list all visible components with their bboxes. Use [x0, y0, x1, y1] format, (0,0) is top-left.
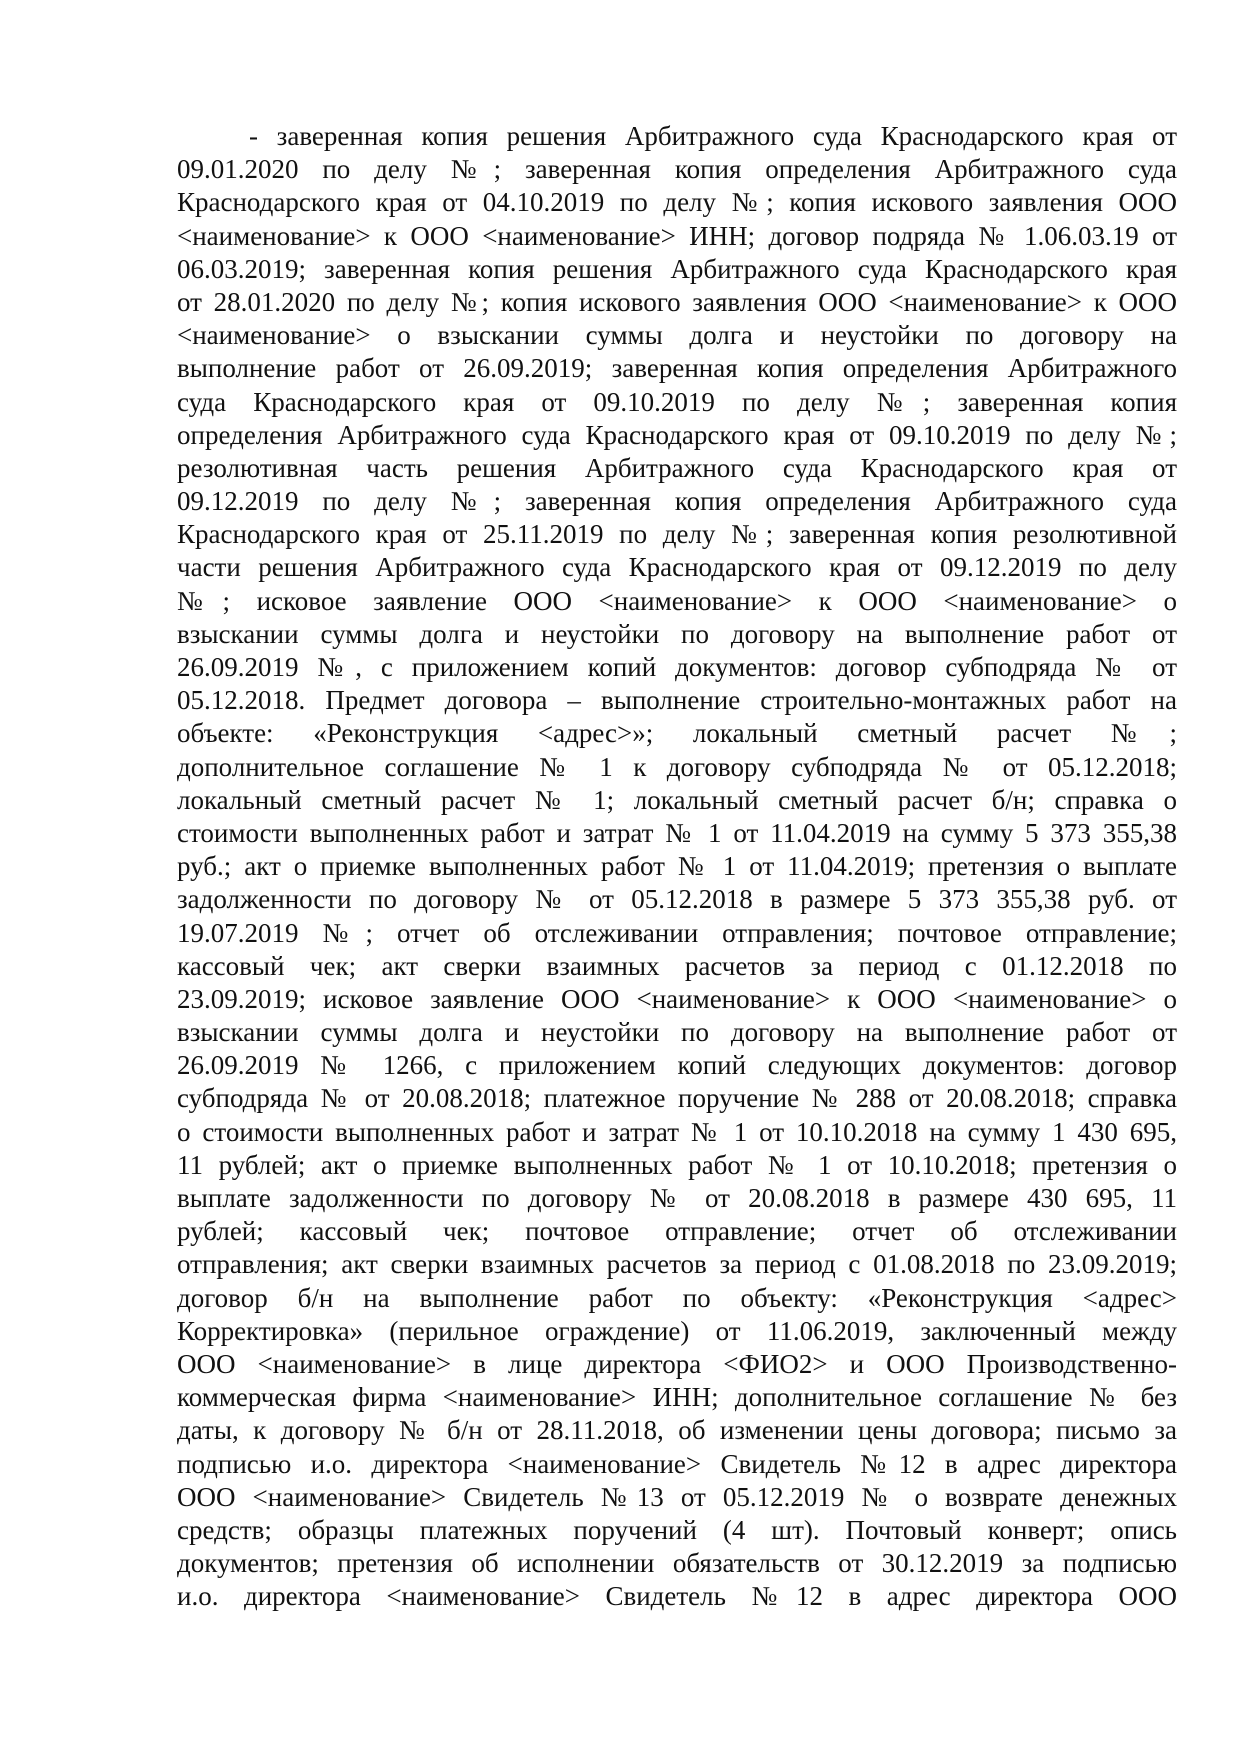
text-line-30: субподряда № от 20.08.2018; платежное поручение № 288 от 20.08.2018; справка: [177, 1083, 1177, 1114]
text-line-6: от 28.01.2020 по делу №; копия искового заявления ООО <наименование> к ООО: [177, 286, 1177, 317]
text-line-34: рублей; кассовый чек; почтовое отправление; отчет об отслеживании: [177, 1216, 1177, 1247]
text-line-44: документов; претензия об исполнении обязательств от 30.12.2019 за подписью: [177, 1548, 1177, 1579]
text-line-12: 09.12.2019 по делу №; заверенная копия определения Арбитражного суда: [177, 486, 1177, 517]
text-line-1: - заверенная копия решения Арбитражного суда Краснодарского края от: [249, 121, 1177, 151]
text-line-16: взыскании суммы долга и неустойки по договору на выполнение работ от: [177, 618, 1177, 649]
text-line-32: 11 рублей; акт о приемке выполненных работ № 1 от 10.10.2018; претензия о: [177, 1149, 1177, 1180]
text-line-45: и.о. директора <наименование> Свидетель №12 в адрес директора ООО: [177, 1581, 1177, 1612]
text-line-42: ООО <наименование> Свидетель №13 от 05.12.2019 № о возврате денежных: [177, 1481, 1177, 1512]
text-line-39: коммерческая фирма <наименование> ИНН; дополнительное соглашение № без: [177, 1382, 1177, 1413]
text-line-35: отправления; акт сверки взаимных расчетов за период с 01.08.2018 по 23.09.2019;: [177, 1249, 1177, 1280]
text-line-38: ООО <наименование> в лице директора <ФИО2> и ООО Производственно-: [177, 1348, 1177, 1379]
text-line-5: 06.03.2019; заверенная копия решения Арбитражного суда Краснодарского края: [177, 253, 1177, 284]
text-line-25: 19.07.2019 №; отчет об отслеживании отправления; почтовое отправление;: [177, 917, 1177, 948]
text-line-17: 26.09.2019 №, с приложением копий документов: договор субподряда № от: [177, 652, 1177, 682]
text-line-33: выплате задолженности по договору № от 20.08.2018 в размере 430 695, 11: [177, 1183, 1177, 1213]
text-line-41: подписью и.о. директора <наименование> Свидетель №12 в адрес директора: [177, 1448, 1177, 1479]
text-line-23: руб.; акт о приемке выполненных работ № 1 от 11.04.2019; претензия о выплате: [177, 851, 1177, 882]
body-text: [177, 120, 1177, 1613]
text-line-31: о стоимости выполненных работ и затрат № 1 от 10.10.2018 на сумму 1 430 695,: [177, 1116, 1177, 1147]
text-line-29: 26.09.2019 № 1266, с приложением копий следующих документов: договор: [177, 1050, 1177, 1081]
text-line-10: определения Арбитражного суда Краснодарского края от 09.10.2019 по делу №;: [177, 419, 1177, 450]
text-line-2: 09.01.2020 по делу №; заверенная копия определения Арбитражного суда: [177, 154, 1177, 185]
text-line-20: дополнительное соглашение № 1 к договору субподряда № от 05.12.2018;: [177, 751, 1177, 782]
text-line-22: стоимости выполненных работ и затрат № 1 от 11.04.2019 на сумму 5 373 355,38: [177, 817, 1177, 848]
text-line-9: суда Краснодарского края от 09.10.2019 по делу №; заверенная копия: [177, 386, 1177, 417]
text-line-8: выполнение работ от 26.09.2019; заверенная копия определения Арбитражного: [177, 353, 1177, 384]
text-line-21: локальный сметный расчет № 1; локальный сметный расчет б/н; справка о: [177, 784, 1177, 815]
text-line-14: части решения Арбитражного суда Краснодарского края от 09.12.2019 по делу: [177, 552, 1177, 583]
text-line-36: договор б/н на выполнение работ по объекту: «Реконструкция <адрес>: [177, 1282, 1177, 1313]
text-line-11: резолютивная часть решения Арбитражного суда Краснодарского края от: [177, 452, 1177, 483]
text-line-18: 05.12.2018. Предмет договора – выполнение строительно-монтажных работ на: [177, 685, 1177, 716]
text-line-19: объекте: «Реконструкция <адрес>»; локальный сметный расчет №;: [177, 718, 1177, 749]
text-line-15: №; исковое заявление ООО <наименование> к ООО <наименование> о: [177, 585, 1177, 616]
text-line-24: задолженности по договору № от 05.12.2018 в размере 5 373 355,38 руб. от: [177, 884, 1177, 915]
text-line-3: Краснодарского края от 04.10.2019 по делу №; копия искового заявления ООО: [177, 187, 1177, 218]
text-line-13: Краснодарского края от 25.11.2019 по делу №; заверенная копия резолютивной: [177, 519, 1177, 550]
text-line-27: 23.09.2019; исковое заявление ООО <наименование> к ООО <наименование> о: [177, 983, 1177, 1014]
text-line-40: даты, к договору № б/н от 28.11.2018, об изменении цены договора; письмо за: [177, 1415, 1177, 1446]
text-line-7: <наименование> о взыскании суммы долга и неустойки по договору на: [177, 320, 1177, 351]
text-line-43: средств; образцы платежных поручений (4 шт). Почтовый конверт; опись: [177, 1514, 1177, 1545]
text-line-26: кассовый чек; акт сверки взаимных расчетов за период с 01.12.2018 по: [177, 950, 1177, 981]
text-line-28: взыскании суммы долга и неустойки по договору на выполнение работ от: [177, 1017, 1177, 1048]
text-line-37: Корректировка» (перильное ограждение) от 11.06.2019, заключенный между: [177, 1315, 1177, 1346]
text-line-4: <наименование> к ООО <наименование> ИНН; договор подряда № 1.06.03.19 от: [177, 220, 1177, 251]
